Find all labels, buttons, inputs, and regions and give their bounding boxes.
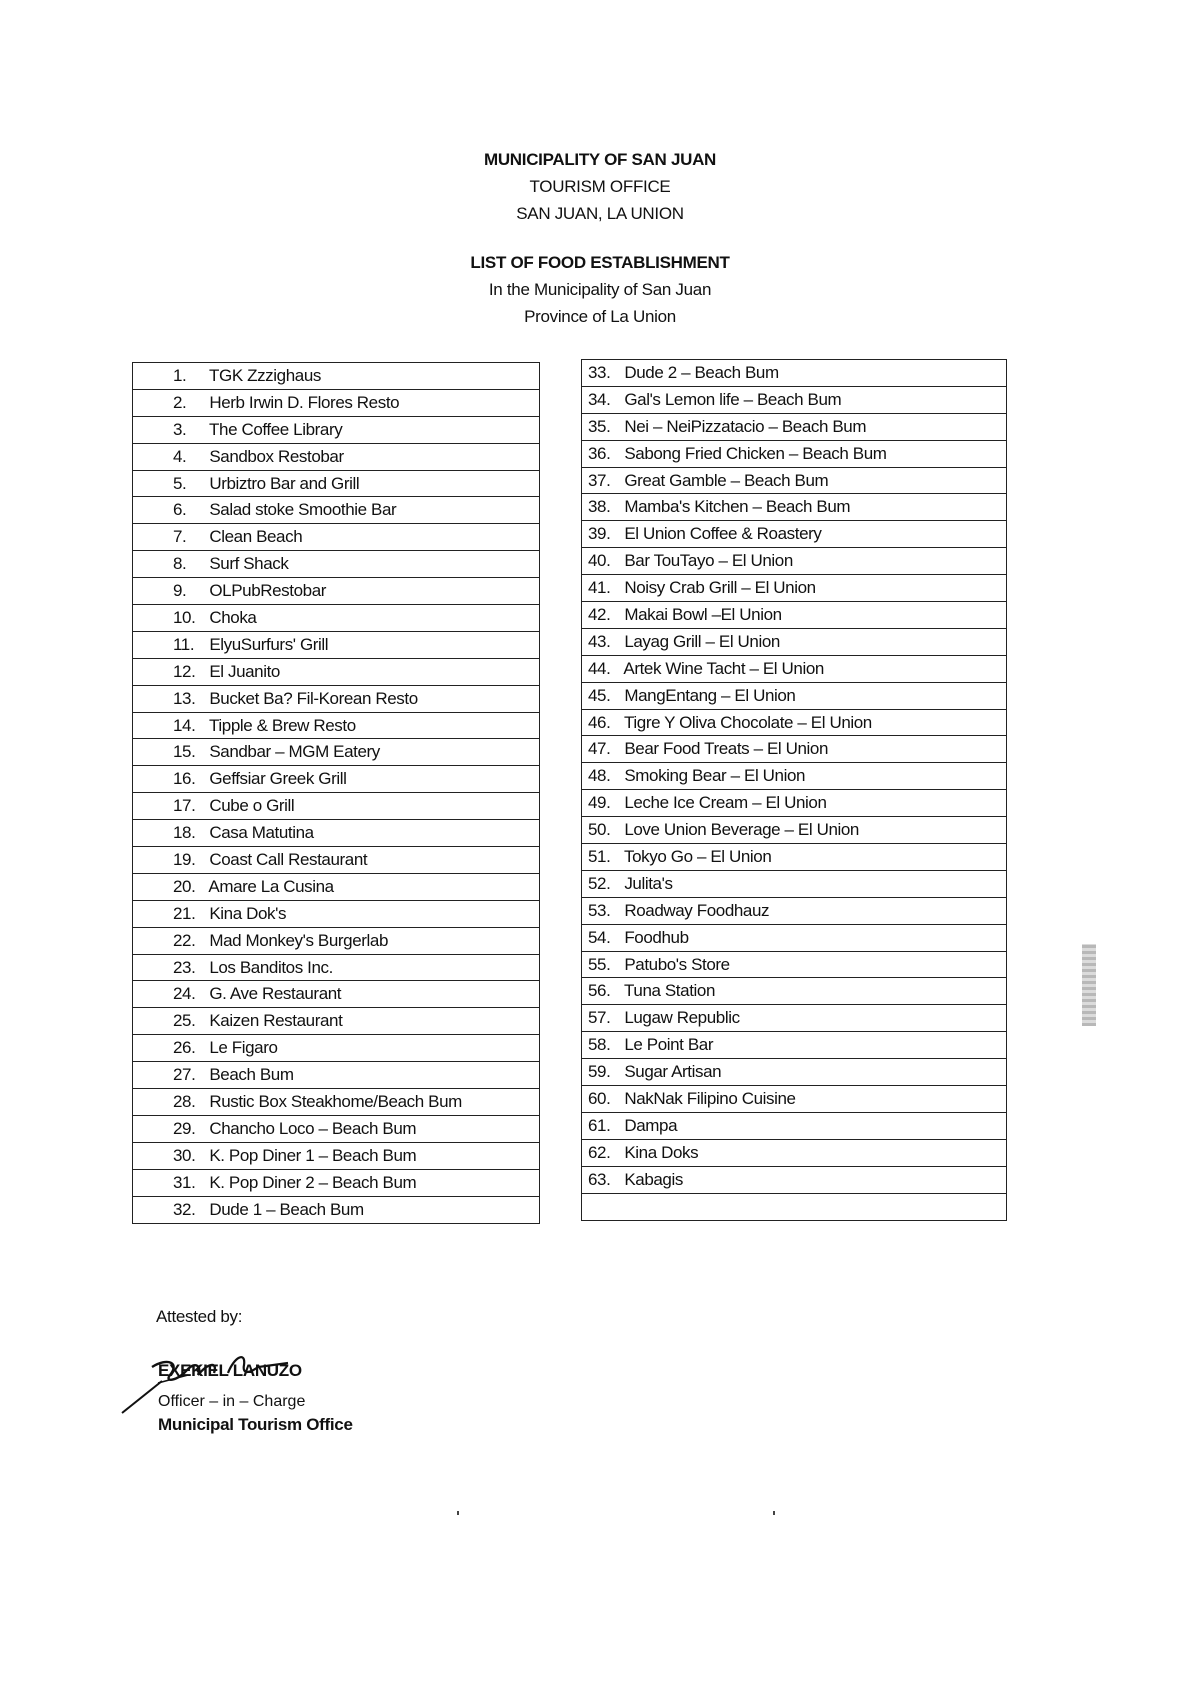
table-row [582,1059,1007,1086]
table-row [133,766,540,793]
table-row [582,1166,1007,1193]
establishment-cell [582,1139,1007,1166]
establishment-cell [582,844,1007,871]
establishment-name: OLPubRestobar [209,581,327,601]
table-row [582,709,1007,736]
establishment-cell [582,709,1007,736]
establishment-cell [582,1112,1007,1139]
establishment-cell [582,494,1007,521]
establishment-cell [133,1035,540,1062]
establishment-table-left [132,362,540,1224]
establishment-number: 58. [588,1035,611,1055]
table-row [582,1032,1007,1059]
table-row [582,494,1007,521]
establishment-number: 61. [588,1115,611,1135]
establishment-number: 8. [173,554,187,574]
scan-dot [457,1511,459,1515]
establishment-cell [133,1089,540,1116]
establishment-number: 56. [588,981,611,1001]
establishment-cell [133,363,540,390]
establishment-number: 20. [173,876,196,896]
establishment-number: 6. [173,500,187,520]
establishment-number: 59. [588,1062,611,1082]
table-row [133,873,540,900]
establishment-name: Julita's [624,873,673,893]
establishment-name: Leche Ice Cream – El Union [624,793,827,813]
establishment-number: 31. [173,1172,196,1192]
establishment-name: Bear Food Treats – El Union [624,739,829,759]
establishment-name: Mad Monkey's Burgerlab [209,930,389,950]
establishment-number: 62. [588,1142,611,1162]
establishment-number: 32. [173,1199,196,1219]
establishment-number: 63. [588,1169,611,1189]
establishment-number: 40. [588,551,611,571]
table-row [582,628,1007,655]
establishment-number: 11. [173,634,195,654]
table-row [133,524,540,551]
establishment-number: 53. [588,900,611,920]
establishment-name: K. Pop Diner 2 – Beach Bum [209,1172,417,1192]
establishment-name: TGK Zzzighaus [209,365,321,385]
table-row [133,631,540,658]
establishment-cell [133,847,540,874]
establishment-name: Amare La Cusina [208,876,334,896]
table-row [133,658,540,685]
establishment-name: Nei – NeiPizzatacio – Beach Bum [624,416,867,436]
establishment-cell [582,817,1007,844]
table-row [133,1115,540,1142]
establishment-cell [133,605,540,632]
document-header [0,146,1200,330]
establishment-cell [133,1008,540,1035]
establishment-name: MangEntang – El Union [624,685,796,705]
establishment-name: Surf Shack [209,554,289,574]
establishment-number: 3. [173,419,187,439]
establishment-cell [133,793,540,820]
establishment-name: Los Banditos Inc. [209,957,333,977]
establishment-name: Smoking Bear – El Union [624,766,806,786]
establishment-name: The Coffee Library [209,419,343,439]
establishment-name: Beach Bum [209,1065,294,1085]
establishment-name: K. Pop Diner 1 – Beach Bum [209,1145,417,1165]
establishment-number: 55. [588,954,611,974]
table-row [133,712,540,739]
table-row [133,1169,540,1196]
establishment-cell [133,900,540,927]
establishment-number: 30. [173,1145,196,1165]
table-row [133,927,540,954]
establishment-name: Mamba's Kitchen – Beach Bum [624,497,851,517]
establishment-number: 50. [588,820,611,840]
establishment-table-right [581,359,1007,1221]
establishment-number: 14. [173,715,196,735]
table-row [582,682,1007,709]
establishment-name: Sandbox Restobar [209,446,344,466]
establishment-number: 46. [588,712,611,732]
establishment-number: 22. [173,930,196,950]
table-row [582,521,1007,548]
establishment-cell [133,578,540,605]
table-row [133,389,540,416]
establishment-name: Dude 2 – Beach Bum [624,362,779,382]
establishment-cell [133,631,540,658]
establishment-cell [133,658,540,685]
establishment-cell [582,1059,1007,1086]
table-row [582,386,1007,413]
establishment-cell [582,1005,1007,1032]
table-row [133,900,540,927]
establishment-name: Makai Bowl –El Union [624,604,782,624]
establishment-number: 17. [173,796,196,816]
establishment-number: 25. [173,1011,196,1031]
establishment-name: Salad stoke Smoothie Bar [209,500,397,520]
establishment-name: Le Point Bar [624,1035,714,1055]
establishment-cell [133,497,540,524]
establishment-number: 24. [173,984,196,1004]
establishment-name: Noisy Crab Grill – El Union [624,578,816,598]
establishment-cell [582,386,1007,413]
establishment-cell [582,521,1007,548]
establishment-number: 48. [588,766,611,786]
establishment-number: 44. [588,658,611,678]
table-row [582,440,1007,467]
establishment-name: Dampa [624,1115,678,1135]
table-row [133,605,540,632]
table-row [133,954,540,981]
establishment-name: Le Figaro [209,1038,278,1058]
establishment-cell [133,389,540,416]
establishment-cell [582,924,1007,951]
table-row [133,1062,540,1089]
establishment-cell [582,360,1007,387]
establishment-number: 12. [173,661,196,681]
establishment-cell [582,655,1007,682]
table-row [582,1193,1007,1220]
establishment-cell [133,1196,540,1223]
establishment-name: NakNak Filipino Cuisine [624,1088,796,1108]
table-row [133,1196,540,1223]
establishment-cell [582,870,1007,897]
establishment-cell [582,736,1007,763]
establishment-cell [133,1115,540,1142]
establishment-name: Bucket Ba? Fil-Korean Resto [209,688,418,708]
municipality-title: MUNICIPALITY OF SAN JUAN [483,150,717,169]
establishment-cell [582,413,1007,440]
establishment-cell [582,628,1007,655]
establishment-cell [133,443,540,470]
table-row [582,413,1007,440]
establishment-number: 16. [173,769,196,789]
establishment-number: 29. [173,1118,196,1138]
table-row [133,578,540,605]
establishment-name: Sandbar – MGM Eatery [209,742,380,762]
signatory-name: EXEKIEL LANUZO [158,1361,302,1380]
establishment-number: 19. [173,849,196,869]
establishment-number: 35. [588,416,611,436]
establishment-name: G. Ave Restaurant [209,984,342,1004]
establishment-name: Foodhub [624,927,689,947]
establishment-name: Kina Dok's [209,903,287,923]
establishment-name: Rustic Box Steakhome/Beach Bum [209,1091,462,1111]
establishment-cell [582,1193,1007,1220]
establishment-number: 38. [588,497,611,517]
establishment-name: ElyuSurfurs' Grill [209,634,329,654]
establishment-cell [133,927,540,954]
establishment-cell [133,685,540,712]
establishment-number: 39. [588,524,611,544]
table-row [582,467,1007,494]
establishment-name: Tuna Station [624,981,715,1001]
table-row [582,817,1007,844]
table-row [133,739,540,766]
table-row [133,847,540,874]
establishment-name: Casa Matutina [209,823,314,843]
table-row [133,470,540,497]
establishment-cell [133,873,540,900]
establishment-name: Roadway Foodhauz [624,900,770,920]
establishment-number: 7. [173,527,187,547]
table-row [582,1005,1007,1032]
establishment-cell [582,790,1007,817]
table-row [582,1086,1007,1113]
establishment-number: 5. [173,473,187,493]
establishment-number: 33. [588,362,611,382]
establishment-cell [133,416,540,443]
establishment-cell [133,524,540,551]
table-row [582,1139,1007,1166]
establishment-cell [582,978,1007,1005]
table-row [133,1035,540,1062]
establishment-name: Bar TouTayo – El Union [624,551,793,571]
establishment-number: 15. [173,742,196,762]
establishment-name: Choka [209,607,257,627]
establishment-number: 26. [173,1038,196,1058]
establishment-cell [133,1142,540,1169]
list-subtitle-municipality: In the Municipality of San Juan [488,280,712,299]
establishment-number: 52. [588,873,611,893]
establishment-name: Great Gamble – Beach Bum [624,470,829,490]
establishment-number: 45. [588,685,611,705]
establishment-cell [582,575,1007,602]
establishment-cell [582,548,1007,575]
establishment-name: Cube o Grill [209,796,295,816]
table-row [133,363,540,390]
attested-by-label: Attested by: [156,1307,243,1326]
establishment-number: 42. [588,604,611,624]
table-row [133,416,540,443]
establishment-number: 36. [588,443,611,463]
table-row [582,655,1007,682]
table-row [133,793,540,820]
establishment-cell [582,951,1007,978]
establishment-cell [582,682,1007,709]
establishment-name: Layag Grill – El Union [624,631,780,651]
establishment-name: Sabong Fried Chicken – Beach Bum [624,443,887,463]
table-row [582,736,1007,763]
table-row [582,951,1007,978]
table-row [582,360,1007,387]
establishment-cell [582,602,1007,629]
establishment-number: 60. [588,1088,611,1108]
establishment-name: Coast Call Restaurant [209,849,368,869]
establishment-name: Clean Beach [209,527,303,547]
establishment-cell [582,1032,1007,1059]
table-row [133,1142,540,1169]
establishment-number: 18. [173,823,196,843]
table-row [582,602,1007,629]
establishment-cell [582,1086,1007,1113]
table-row [582,763,1007,790]
establishment-name: Kaizen Restaurant [209,1011,343,1031]
table-row [582,575,1007,602]
establishment-cell [133,820,540,847]
establishment-number: 13. [173,688,196,708]
establishment-cell [133,954,540,981]
table-row [133,1008,540,1035]
establishment-cell [133,551,540,578]
signatory-role: Officer – in – Charge [158,1393,306,1410]
establishment-cell [133,1062,540,1089]
establishment-number: 54. [588,927,611,947]
establishment-number: 51. [588,846,611,866]
table-row [133,1089,540,1116]
table-row [133,443,540,470]
table-row [582,897,1007,924]
table-row [133,551,540,578]
scan-dot [773,1511,775,1515]
establishment-cell [582,440,1007,467]
list-title: LIST OF FOOD ESTABLISHMENT [470,253,730,272]
establishment-number: 57. [588,1008,611,1028]
establishment-number: 2. [173,392,187,412]
establishment-number: 43. [588,631,611,651]
establishment-number: 47. [588,739,611,759]
establishment-cell [133,470,540,497]
list-subtitle-province: Province of La Union [524,307,676,326]
establishment-cell [582,763,1007,790]
office-title: TOURISM OFFICE [529,177,671,196]
establishment-cell [582,467,1007,494]
establishment-name: Love Union Beverage – El Union [624,820,859,840]
establishment-name: Herb Irwin D. Flores Resto [209,392,400,412]
establishment-number: 37. [588,470,611,490]
scan-artifact [1082,944,1096,1026]
establishment-number: 9. [173,581,187,601]
establishment-name: Lugaw Republic [624,1008,740,1028]
table-row [582,790,1007,817]
establishment-name: El Juanito [209,661,280,681]
establishment-name: El Union Coffee & Roastery [624,524,822,544]
table-row [582,844,1007,871]
table-row [133,497,540,524]
establishment-number: 28. [173,1091,196,1111]
establishment-number: 10. [173,607,196,627]
establishment-cell [133,1169,540,1196]
establishment-name: Geffsiar Greek Grill [209,769,347,789]
establishment-name: Tigre Y Oliva Chocolate – El Union [624,712,872,732]
establishment-cell [582,1166,1007,1193]
establishment-name: Artek Wine Tacht – El Union [623,658,824,678]
establishment-cell [133,739,540,766]
table-row [582,1112,1007,1139]
establishment-number: 1. [173,365,187,385]
establishment-number: 49. [588,793,611,813]
establishment-cell [582,897,1007,924]
establishment-number: 41. [588,578,611,598]
establishment-cell [133,981,540,1008]
establishment-name: Sugar Artisan [624,1062,722,1082]
establishment-name: Tipple & Brew Resto [209,715,356,735]
establishment-name: Dude 1 – Beach Bum [209,1199,364,1219]
table-row [582,870,1007,897]
establishment-cell [133,766,540,793]
establishment-number: 4. [173,446,187,466]
table-row [582,548,1007,575]
table-row [133,981,540,1008]
establishment-name: Chancho Loco – Beach Bum [209,1118,417,1138]
location-title: SAN JUAN, LA UNION [516,204,684,223]
table-row [133,685,540,712]
establishment-name: Patubo's Store [624,954,730,974]
establishment-name: Gal's Lemon life – Beach Bum [624,389,842,409]
establishment-number: 23. [173,957,196,977]
establishment-number: 21. [173,903,196,923]
table-row [582,978,1007,1005]
signature-block [158,1349,353,1434]
establishment-name: Tokyo Go – El Union [624,846,772,866]
table-row [582,924,1007,951]
establishment-number: 34. [588,389,611,409]
establishment-name: Kabagis [624,1169,683,1189]
table-row [133,820,540,847]
establishment-name: Urbiztro Bar and Grill [209,473,360,493]
establishment-cell [133,712,540,739]
establishment-name: Kina Doks [624,1142,699,1162]
signatory-office: Municipal Tourism Office [158,1415,353,1434]
establishment-number: 27. [173,1065,196,1085]
